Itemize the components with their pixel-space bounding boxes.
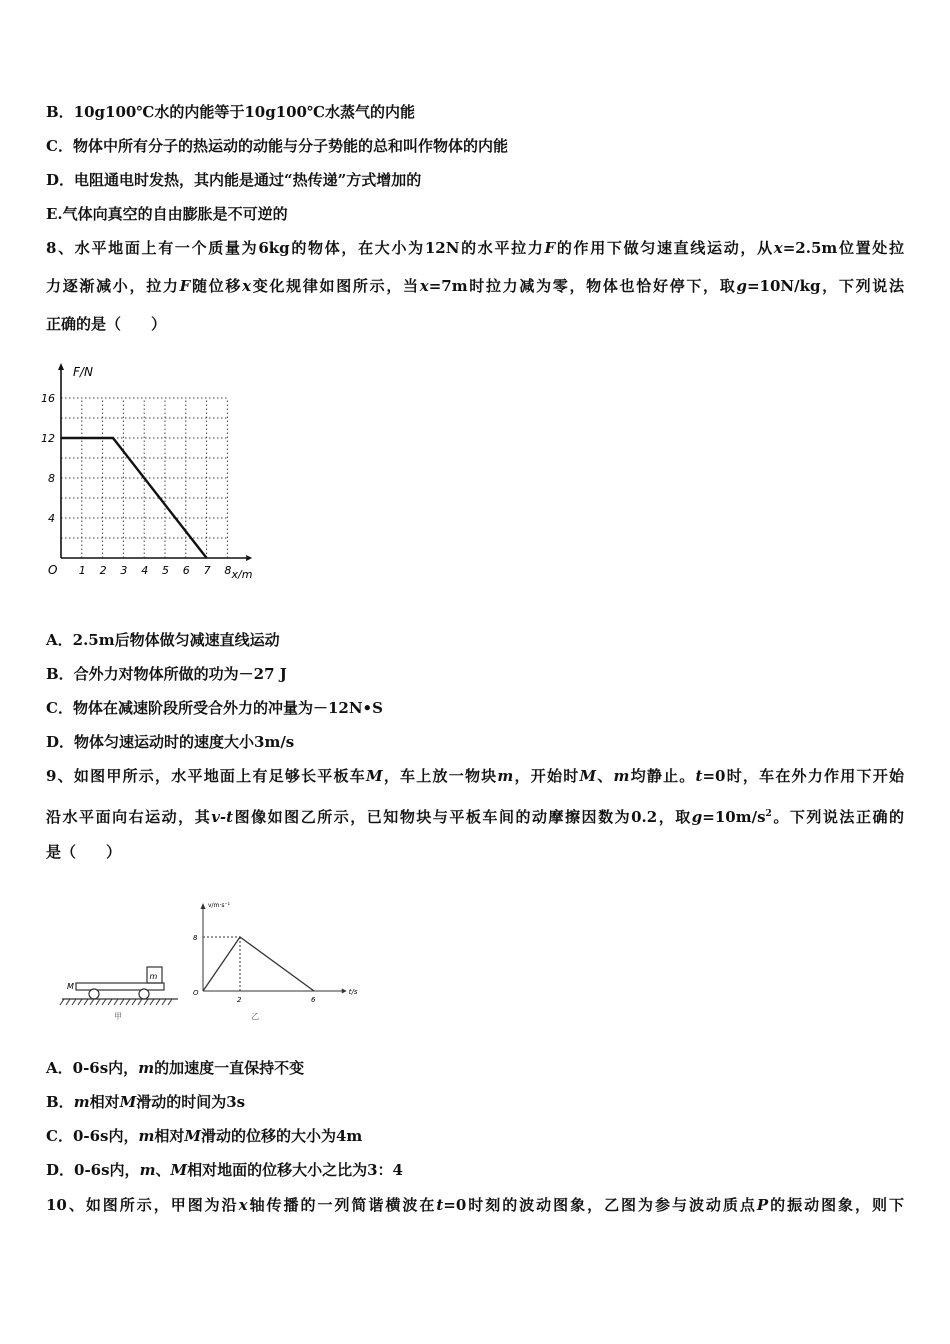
hatch-mark [72, 999, 76, 1005]
text-segment: B．10g100℃水的内能等于10g100℃水蒸气的内能 [46, 103, 415, 121]
text-segment: C．物体中所有分子的热运动的动能与分子势能的总和叫作物体的内能 [46, 137, 508, 155]
text-segment: 轴传播的一列简谐横波在 [247, 1196, 437, 1214]
text-segment: x [419, 277, 429, 295]
x-tick-label: 2 [237, 996, 242, 1004]
hatch-mark [108, 999, 112, 1005]
text-segment: m [139, 1161, 156, 1179]
text-segment: 正确的是（ ） [46, 315, 167, 333]
cart-figure [60, 950, 180, 1030]
text-line [46, 1058, 304, 1078]
x-axis-arrow [246, 555, 252, 561]
text-segment: x [242, 277, 252, 295]
x-tick-label: 5 [162, 564, 169, 577]
y-axis-arrow [201, 903, 206, 909]
text-segment: 的加速度一直保持不变 [154, 1059, 305, 1077]
text-line [46, 170, 421, 190]
text-segment: 滑动的时间为3s [136, 1093, 246, 1111]
velocity-line [203, 937, 314, 991]
x-tick-label: 2 [99, 564, 107, 577]
text-segment: M [170, 1161, 188, 1179]
hatch-mark [138, 999, 142, 1005]
hatch-mark [120, 999, 124, 1005]
force-displacement-graph [41, 360, 264, 590]
hatch-mark [132, 999, 136, 1005]
text-segment: ，车上放一物块 [382, 767, 498, 785]
y-axis-label: F/N [73, 365, 93, 379]
text-segment: D．电阻通电时发热，其内能是通过“热传递”方式增加的 [46, 171, 422, 189]
y-tick-label: 16 [41, 392, 55, 405]
text-segment: m [73, 1093, 90, 1111]
text-segment: =10m/s [702, 808, 766, 826]
text-segment: C．物体在减速阶段所受合外力的冲量为－12N•S [46, 699, 383, 717]
x-tick-label: 8 [224, 564, 232, 577]
text-segment: 是（ ） [46, 843, 122, 861]
y-axis-label: v/m·s⁻¹ [208, 902, 231, 909]
text-segment: t [436, 1196, 444, 1214]
text-segment: 8、水平地面上有一个质量为6kg的物体，在大小为12N的水平拉力 [46, 239, 545, 257]
text-segment: M [184, 1127, 201, 1145]
text-segment: A．0-6s内， [46, 1059, 139, 1077]
x-tick-label: 4 [141, 564, 149, 577]
text-segment: 、 [596, 767, 614, 785]
text-segment: 力逐渐减小，拉力 [46, 277, 180, 295]
text-segment: 图像如图乙所示，已知物块与平板车间的动摩擦因数为0.2，取 [233, 808, 692, 826]
hatch-mark [126, 999, 130, 1005]
text-segment: 2 [765, 809, 772, 819]
text-segment: m [497, 767, 514, 785]
hatch-mark [162, 999, 166, 1005]
text-line [46, 630, 280, 650]
hatch-mark [78, 999, 82, 1005]
board-label: M [67, 982, 74, 991]
text-segment: 、 [155, 1161, 171, 1179]
hatch-mark [114, 999, 118, 1005]
text-segment: F [179, 277, 191, 295]
hatch-mark [168, 999, 172, 1005]
text-line [46, 732, 294, 752]
text-segment: =2.5m位置处拉 [782, 239, 904, 257]
text-line [46, 1195, 904, 1215]
text-segment: M [579, 767, 597, 785]
text-segment: x [238, 1196, 248, 1214]
text-line [46, 842, 121, 862]
ground-hatch [60, 999, 172, 1005]
text-segment: B． [46, 1093, 74, 1111]
hatch-mark [84, 999, 88, 1005]
text-segment: 9、如图甲所示，水平地面上有足够长平板车 [46, 767, 366, 785]
hatch-mark [90, 999, 94, 1005]
origin-label: O [193, 989, 199, 997]
text-segment: 相对 [89, 1093, 120, 1111]
hatch-mark [66, 999, 70, 1005]
hatch-mark [144, 999, 148, 1005]
cart-board [76, 983, 164, 990]
cart-wheel [89, 989, 99, 999]
text-segment: 滑动的位移的大小为4m [200, 1127, 363, 1145]
x-tick-label: 6 [311, 996, 316, 1004]
block-label: m [149, 972, 158, 981]
text-line [46, 1092, 245, 1112]
text-line [46, 276, 904, 296]
text-line [46, 698, 383, 718]
text-line [46, 766, 904, 786]
text-line [46, 314, 166, 334]
text-segment: m [138, 1059, 155, 1077]
text-line [46, 1126, 362, 1146]
velocity-time-graph [185, 895, 360, 1030]
text-segment: m [138, 1127, 155, 1145]
y-tick-label: 12 [41, 432, 55, 445]
x-axis-label: x/m [231, 568, 253, 581]
text-segment: 沿水平面向右运动，其 [46, 808, 212, 826]
text-segment: =7m时拉力减为零，物体也恰好停下，取 [428, 277, 737, 295]
text-segment: A．2.5m后物体做匀减速直线运动 [46, 631, 280, 649]
y-tick-label: 8 [193, 934, 198, 942]
text-segment: =10N/kg，下列说法 [746, 277, 904, 295]
y-tick-label: 4 [48, 512, 55, 525]
text-segment: g [736, 277, 747, 295]
text-segment: 相对地面的位移大小之比为3：4 [187, 1161, 403, 1179]
text-segment: g [691, 808, 703, 826]
text-segment: 均静止。 [629, 767, 696, 785]
text-segment: x [773, 239, 783, 257]
text-segment: P [756, 1196, 769, 1214]
x-axis-label: t/s [348, 988, 358, 996]
text-segment: D．0-6s内， [46, 1161, 140, 1179]
text-segment: D．物体匀速运动时的速度大小3m/s [46, 733, 295, 751]
text-segment: 随位移 [190, 277, 243, 295]
y-tick-label: 8 [48, 472, 55, 485]
cart-wheel [139, 989, 149, 999]
text-line [46, 238, 904, 258]
x-tick-label: 7 [203, 564, 211, 577]
text-segment: B．合外力对物体所做的功为－27 J [46, 665, 287, 683]
text-segment: 相对 [154, 1127, 185, 1145]
hatch-mark [102, 999, 106, 1005]
origin-label: O [48, 563, 58, 577]
text-segment: t [695, 767, 703, 785]
text-segment: 的振动图象，则下 [768, 1196, 904, 1214]
text-segment: F [544, 239, 556, 257]
text-segment: E.气体向真空的自由膨胀是不可逆的 [46, 205, 288, 223]
x-axis-arrow [342, 989, 347, 994]
text-segment: 10、如图所示，甲图为沿 [46, 1196, 239, 1214]
text-segment: 的作用下做匀速直线运动，从 [555, 239, 774, 257]
figure-caption-jia: 甲 [114, 1012, 122, 1021]
hatch-mark [156, 999, 160, 1005]
text-segment: 变化规律如图所示，当 [251, 277, 420, 295]
hatch-mark [150, 999, 154, 1005]
text-segment: C．0-6s内， [46, 1127, 139, 1145]
text-segment: m [613, 767, 630, 785]
x-tick-label: 3 [120, 564, 128, 577]
text-line [46, 804, 904, 827]
text-line [46, 136, 508, 156]
hatch-mark [96, 999, 100, 1005]
text-segment: v-t [211, 808, 234, 826]
figure-caption-yi: 乙 [251, 1012, 260, 1021]
text-segment: M [365, 767, 383, 785]
hatch-mark [60, 999, 64, 1005]
text-line [46, 1160, 403, 1180]
x-tick-label: 1 [78, 564, 86, 577]
text-segment: =0时刻的波动图象，乙图为参与波动质点 [443, 1196, 757, 1214]
text-line [46, 204, 288, 224]
text-segment: 。下列说法正确的 [771, 808, 904, 826]
text-line [46, 664, 287, 684]
y-axis-arrow [58, 363, 64, 370]
x-tick-label: 6 [182, 564, 190, 577]
text-segment: =0时，车在外力作用下开始 [702, 767, 904, 785]
text-segment: M [119, 1093, 137, 1111]
text-line [46, 102, 415, 122]
text-segment: ，开始时 [513, 767, 580, 785]
